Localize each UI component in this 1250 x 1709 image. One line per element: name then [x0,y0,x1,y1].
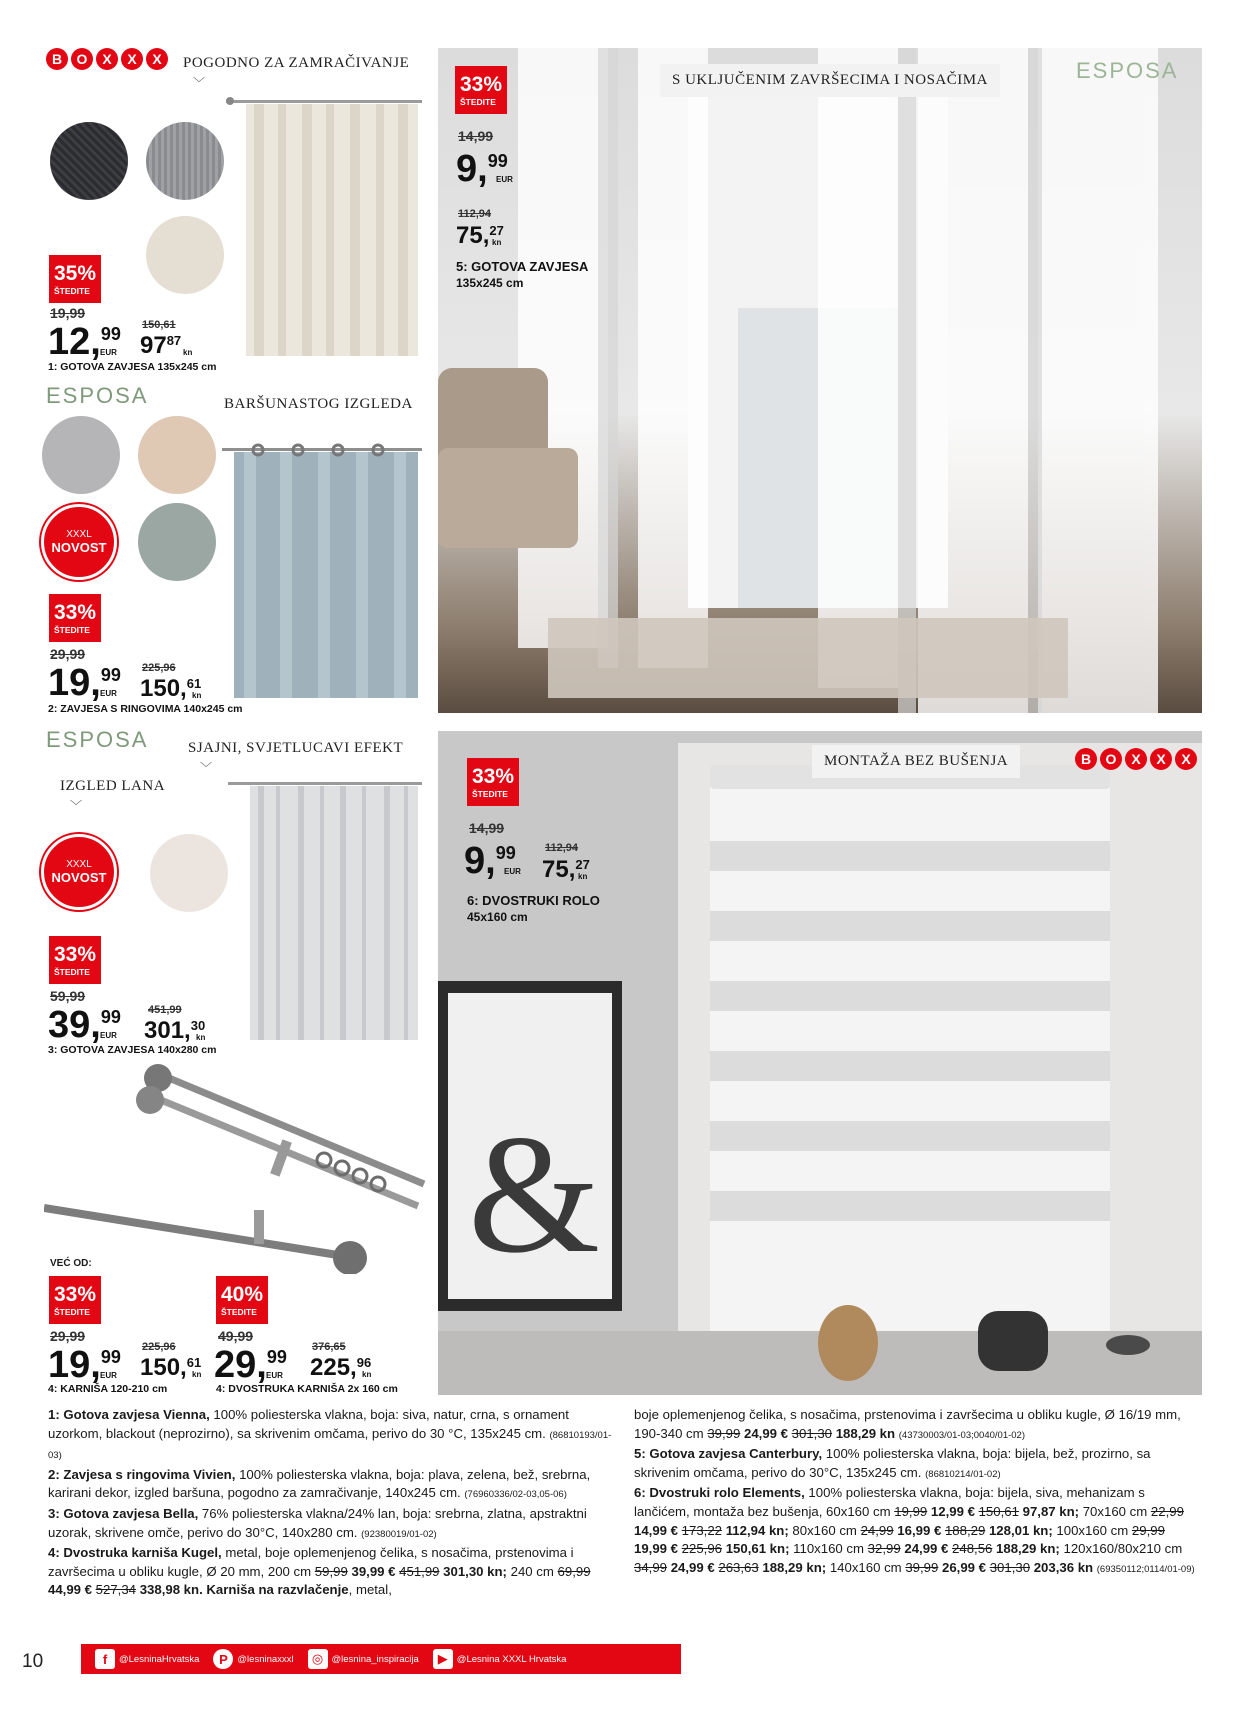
p4a-old-price-kn: 225,96 [142,1341,176,1353]
p2-old-price-kn: 225,96 [142,662,176,674]
p6-title-line1: 6: DVOSTRUKI ROLO [467,893,600,908]
p5-old-price-eur: 14,99 [458,128,494,144]
p3-tag: SJAJNI, SVJETLUCAVI EFEKT [188,740,404,756]
social-label: @lesninaxxxl [237,1653,294,1665]
swatch-beige [138,416,216,494]
p6-photo-scene [438,731,1202,1395]
pinterest-icon: P [213,1649,233,1669]
esposa-logo: ESPOSA [1076,58,1179,83]
p3-old-price-kn: 451,99 [148,1004,182,1016]
p1-tag: POGODNO ZA ZAMRAČIVANJE [183,55,410,71]
p3-title: 3: GOTOVA ZAVJESA 140x280 cm [48,1044,217,1056]
p5-title-line1: 5: GOTOVA ZAVJESA [456,259,589,274]
p5-photo [438,48,1202,713]
p2-price-eur: 19, 99 EUR [48,662,121,704]
social-label: @lesnina_inspiracija [331,1653,419,1665]
p4b-price-kn: 225, 96 kn [310,1354,372,1381]
p5-price-eur: 9, 99 EUR [456,148,513,190]
p6-title-line2: 45x160 cm [467,910,528,924]
social-bar [81,1644,681,1674]
p4a-title: 4: KARNIŠA 120-210 cm [48,1383,168,1395]
p6-tag: MONTAŽA BEZ BUŠENJA [812,745,1020,778]
p2-old-price-eur: 29,99 [50,646,86,662]
boxxx-logo: B O X X X [46,48,168,70]
facebook-icon: f [95,1649,115,1669]
p1-price-eur: 12, 99 EUR [48,321,121,363]
novost-badge: XXXL NOVOST [41,834,117,910]
curtain-2-image [222,440,422,698]
p2-title: 2: ZAVJESA S RINGOVIMA 140x245 cm [48,703,243,715]
youtube-icon: ▶ [433,1649,453,1669]
chevron-down-icon: ﹀ [200,761,213,775]
p5-title-line2: 135x245 cm [456,276,524,290]
p6-price-kn: 75, 27 kn [542,856,590,883]
p5-photo-scene [438,48,1202,713]
p6-photo [438,731,1202,1395]
novost-badge: XXXL NOVOST [41,504,117,580]
p4b-price-eur: 29, 99 EUR [214,1344,287,1386]
p2-tag: BARŠUNASTOG IZGLEDA [224,396,413,412]
page-number: 10 [22,1651,44,1672]
p5-price-kn: 75, 27 kn [456,222,504,249]
description-right: boje oplemenjenog čelika, s nosačima, prstenovima i završecima u obliku kugle, Ø 16/19 mm, 190-340 cm 39,99 24,99 € 301,30 188,29 kn (43730003/01-03;0040/01-02) 5: Gotova zavjesa Canterbury, 100% poliesterska vlakna, boja: bijela, bež, prozirno, sa skrivenim omčama, perivo do 30°C, 135x245 cm. (86810214/01-02) 6: Dvostruki rolo Elements, 100% poliesterska vlakna, boja: bijela, siva, mehanizam s lančićem, montaža bez bušenja, 60x160 cm 19,99 12,99 € 150,61 97,87 kn; 70x160 cm 22,99 14,99 € 173,22 112,94 kn; 80x160 cm 24,99 16,99 € 188,29 128,01 kn; 100x160 cm 29,99 19,99 € 225,96 150,61 kn; 110x160 cm 32,99 24,99 € 248,56 188,29 kn; 120x160/80x210 cm 34,99 24,99 € 263,63 188,29 kn; 140x160 cm 39,99 26,99 € 301,30 203,36 kn (69350112;0114/01-09) [634,1407,1195,1575]
p3-discount-badge: 33% ŠTEDITE [49,936,101,984]
p5-discount-badge: 33% ŠTEDITE [455,66,507,114]
p4b-title: 4: DVOSTRUKA KARNIŠA 2x 160 cm [216,1383,398,1395]
p4a-price-eur: 19, 99 EUR [48,1344,121,1386]
p6-price-eur: 9, 99 EUR [464,840,521,882]
p6-old-price-kn: 112,94 [545,842,579,854]
swatch-natur [146,216,224,294]
boxxx-logo: B O X X X [1075,748,1197,770]
p1-discount-badge: 35% ŠTEDITE [49,255,101,303]
chevron-down-icon: ﹀ [193,76,206,90]
social-pinterest[interactable] [213,1649,293,1669]
p4a-price-kn: 150, 61 kn [140,1354,202,1381]
social-label: @Lesnina XXXL Hrvatska [456,1653,567,1665]
p3-price-eur: 39, 99 EUR [48,1004,121,1046]
p4a-discount-badge: 33% ŠTEDITE [49,1276,101,1324]
p4-from-label: VEĆ OD: [50,1258,92,1269]
p3-price-kn: 301, 30 kn [144,1017,206,1044]
description-left: 1: Gotova zavjesa Vienna, 100% poliesterska vlakna, boja: siva, natur, crna, s ornament uzorkom, blackout (neprozirno), sa skrivenim omčama, perivo do 30 °C, 135x245 cm. (86810193/01-03) 2: Zavjesa s ringovima Vivien, 100% poliesterska vlakna, boja: plava, zelena, bež, srebrna, karirani dekor, izgled baršuna, pogodno za zamračivanje, 140x245 cm. (76960336/02-03,05-06) 3: Gotova zavjesa Bella, 76% poliesterska vlakna/24% lan, boja: srebrna, zlatna, apstraktni uzorak, skrivene omče, perivo do 30°C, 140x280 cm. (92380019/01-02) 4: Dvostruka karniša Kugel, metal, boje oplemenjenog čelika, s nosačima, prstenovima i završecima u obliku kugle, Ø 20 mm, 200 cm 59,99 39,99 € 451,99 301,30 kn; 240 cm 69,99 44,99 € 527,34 338,98 kn. Karniša na razvlačenje, metal, [48,1407,612,1598]
social-label: @LesninaHrvatska [119,1653,200,1665]
p4b-old-price-eur: 49,99 [218,1328,254,1344]
social-instagram[interactable] [308,1649,419,1669]
p1-old-price-eur: 19,99 [50,305,86,321]
p1-price-kn: 97 87 kn [140,332,193,359]
esposa-logo: ESPOSA [46,383,149,408]
p5-tag: S UKLJUČENIM ZAVRŠECIMA I NOSAČIMA [660,64,1000,97]
swatch-silver [42,416,120,494]
chevron-down-icon: ﹀ [70,799,83,813]
p4b-discount-badge: 40% ŠTEDITE [216,1276,268,1324]
social-youtube[interactable] [433,1649,567,1669]
p4b-old-price-kn: 376,65 [312,1341,346,1353]
curtain-1-image [226,94,422,356]
p2-price-kn: 150, 61 kn [140,675,202,702]
p1-title: 1: GOTOVA ZAVJESA 135x245 cm [48,361,217,373]
swatch-black [50,122,128,200]
svg-text:&: & [468,1100,601,1288]
p4a-old-price-eur: 29,99 [50,1328,86,1344]
esposa-logo: ESPOSA [46,727,149,752]
swatch-grey [146,122,224,200]
p3-old-price-eur: 59,99 [50,988,86,1004]
p6-old-price-eur: 14,99 [469,820,505,836]
p5-old-price-kn: 112,94 [458,208,492,220]
curtain-rods-image [44,1064,434,1274]
curtain-3-image [228,778,422,1040]
p3-tag-linen: IZGLED LANA [60,778,166,794]
p6-discount-badge: 33% ŠTEDITE [467,758,519,806]
social-facebook[interactable] [95,1649,199,1669]
instagram-icon: ◎ [308,1649,328,1669]
swatch-linen [150,834,228,912]
p2-discount-badge: 33% ŠTEDITE [49,594,101,642]
p1-old-price-kn: 150,61 [142,319,176,331]
swatch-green [138,503,216,581]
